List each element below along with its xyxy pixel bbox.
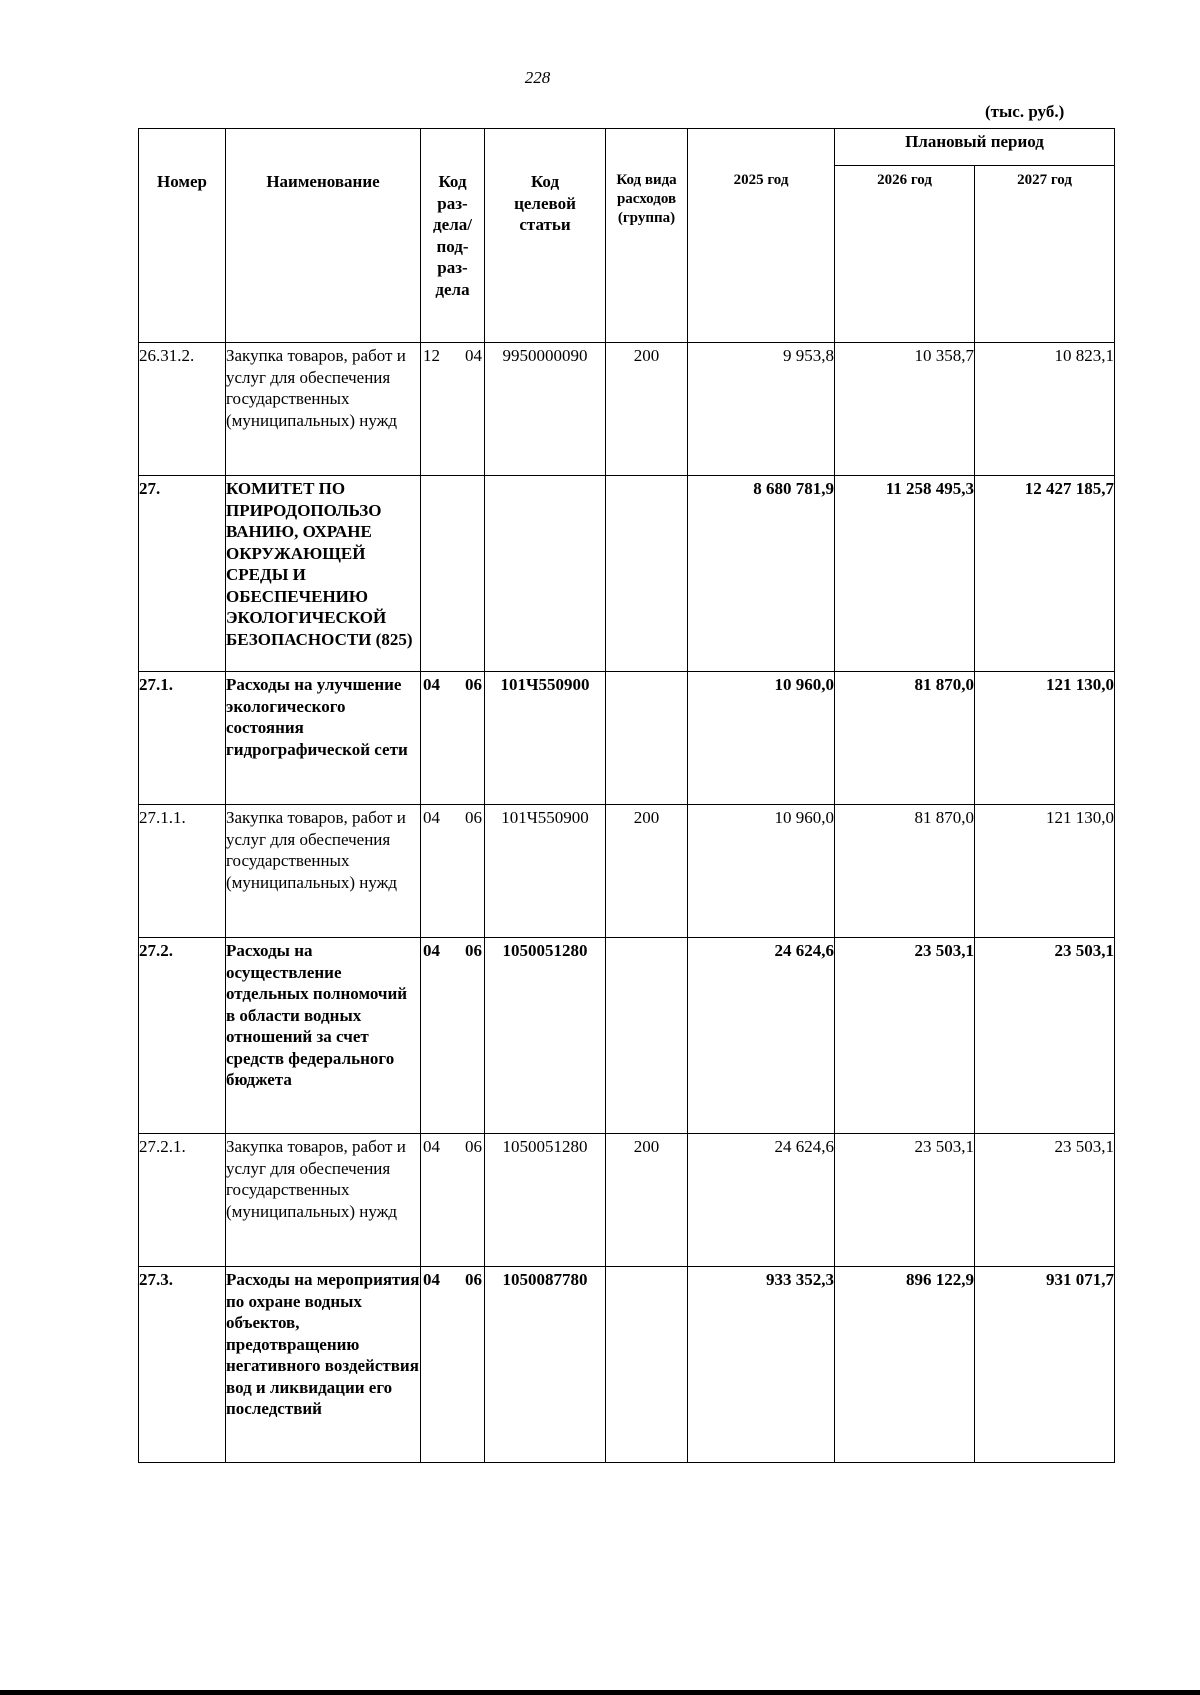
row-rz: 04 [423, 675, 440, 694]
row-2026: 10 358,7 [835, 343, 975, 476]
row-section-code [421, 343, 485, 476]
row-pr: 04 [465, 346, 482, 365]
row-target-code: 1050087780 [485, 1267, 606, 1463]
row-target-code: 101Ч550900 [485, 805, 606, 938]
row-expense-type: 200 [606, 1134, 688, 1267]
row-number: 27.2.1. [139, 1134, 226, 1267]
row-2026: 11 258 495,3 [835, 476, 975, 672]
row-expense-type [606, 938, 688, 1134]
header-planned-period: Плановый период [835, 129, 1115, 166]
row-name: Закупка товаров, работ и услуг для обеспечения государственных (муниципальных) нужд [226, 1134, 421, 1267]
row-number: 27.3. [139, 1267, 226, 1463]
row-section-code [421, 1134, 485, 1267]
table-row [139, 1267, 1115, 1463]
header-target: Код целевой статьи [485, 129, 606, 343]
row-pr: 06 [465, 1137, 482, 1156]
row-rz: 04 [423, 808, 440, 827]
header-number: Номер [139, 129, 226, 343]
header-2025: 2025 год [688, 129, 835, 343]
row-target-code: 101Ч550900 [485, 672, 606, 805]
row-2026: 81 870,0 [835, 805, 975, 938]
table-row [139, 343, 1115, 476]
row-section-code [421, 672, 485, 805]
row-name: Расходы на мероприятия по охране водных объектов, предотвращению негативного воздействия вод и ликвидации его последствий [226, 1267, 421, 1463]
row-2025: 8 680 781,9 [688, 476, 835, 672]
row-2027: 931 071,7 [975, 1267, 1115, 1463]
header-expense-type: Код вида расходов (группа) [606, 129, 688, 343]
row-name: Закупка товаров, работ и услуг для обеспечения государственных (муниципальных) нужд [226, 343, 421, 476]
row-target-code: 9950000090 [485, 343, 606, 476]
row-number: 27.1.1. [139, 805, 226, 938]
row-number: 27. [139, 476, 226, 672]
row-pr: 06 [465, 808, 482, 827]
row-pr: 06 [465, 675, 482, 694]
row-expense-type [606, 1267, 688, 1463]
row-2027: 23 503,1 [975, 938, 1115, 1134]
row-2026: 896 122,9 [835, 1267, 975, 1463]
row-name: Закупка товаров, работ и услуг для обеспечения государственных (муниципальных) нужд [226, 805, 421, 938]
row-2025: 933 352,3 [688, 1267, 835, 1463]
page-number: 228 [524, 68, 551, 87]
row-expense-type [606, 476, 688, 672]
row-2027: 10 823,1 [975, 343, 1115, 476]
row-number: 27.2. [139, 938, 226, 1134]
row-pr: 06 [465, 941, 482, 960]
row-2027: 23 503,1 [975, 1134, 1115, 1267]
row-rz: 04 [423, 941, 440, 960]
scan-bottom-edge [0, 1690, 1200, 1695]
row-pr: 06 [465, 1270, 482, 1289]
units-label: (тыс. руб.) [985, 102, 1065, 121]
table-header [139, 129, 1115, 343]
row-2027: 12 427 185,7 [975, 476, 1115, 672]
row-target-code: 1050051280 [485, 938, 606, 1134]
row-expense-type [606, 672, 688, 805]
row-2026: 81 870,0 [835, 672, 975, 805]
row-rz: 04 [423, 1270, 440, 1289]
row-expense-type: 200 [606, 343, 688, 476]
row-section-code [421, 1267, 485, 1463]
header-2027: 2027 год [975, 166, 1115, 343]
row-2026: 23 503,1 [835, 1134, 975, 1267]
row-section-code [421, 476, 485, 672]
row-number: 27.1. [139, 672, 226, 805]
row-2025: 24 624,6 [688, 938, 835, 1134]
row-name: КОМИТЕТ ПО ПРИРОДОПОЛЬЗО ВАНИЮ, ОХРАНЕ ОКРУЖАЮЩЕЙ СРЕДЫ И ОБЕСПЕЧЕНИЮ ЭКОЛОГИЧЕСКОЙ БЕЗОПАСНОСТИ (825) [226, 476, 421, 672]
row-2027: 121 130,0 [975, 672, 1115, 805]
header-name: Наименование [226, 129, 421, 343]
row-expense-type: 200 [606, 805, 688, 938]
table-row [139, 805, 1115, 938]
row-target-code [485, 476, 606, 672]
row-2025: 10 960,0 [688, 672, 835, 805]
table-body [139, 343, 1115, 1463]
row-rz: 12 [423, 346, 440, 365]
row-target-code: 1050051280 [485, 1134, 606, 1267]
row-2027: 121 130,0 [975, 805, 1115, 938]
row-name: Расходы на улучшение экологического состояния гидрографической сети [226, 672, 421, 805]
row-number: 26.31.2. [139, 343, 226, 476]
row-2025: 24 624,6 [688, 1134, 835, 1267]
table-row [139, 938, 1115, 1134]
budget-table [138, 128, 1115, 1463]
row-section-code [421, 805, 485, 938]
table-row [139, 672, 1115, 805]
table-row [139, 476, 1115, 672]
row-2025: 9 953,8 [688, 343, 835, 476]
row-name: Расходы на осуществление отдельных полномочий в области водных отношений за счет средств федерального бюджета [226, 938, 421, 1134]
header-section: Код раз-дела/ под-раз-дела [421, 129, 485, 343]
row-section-code [421, 938, 485, 1134]
table-row [139, 1134, 1115, 1267]
row-2026: 23 503,1 [835, 938, 975, 1134]
row-2025: 10 960,0 [688, 805, 835, 938]
row-rz: 04 [423, 1137, 440, 1156]
header-2026: 2026 год [835, 166, 975, 343]
